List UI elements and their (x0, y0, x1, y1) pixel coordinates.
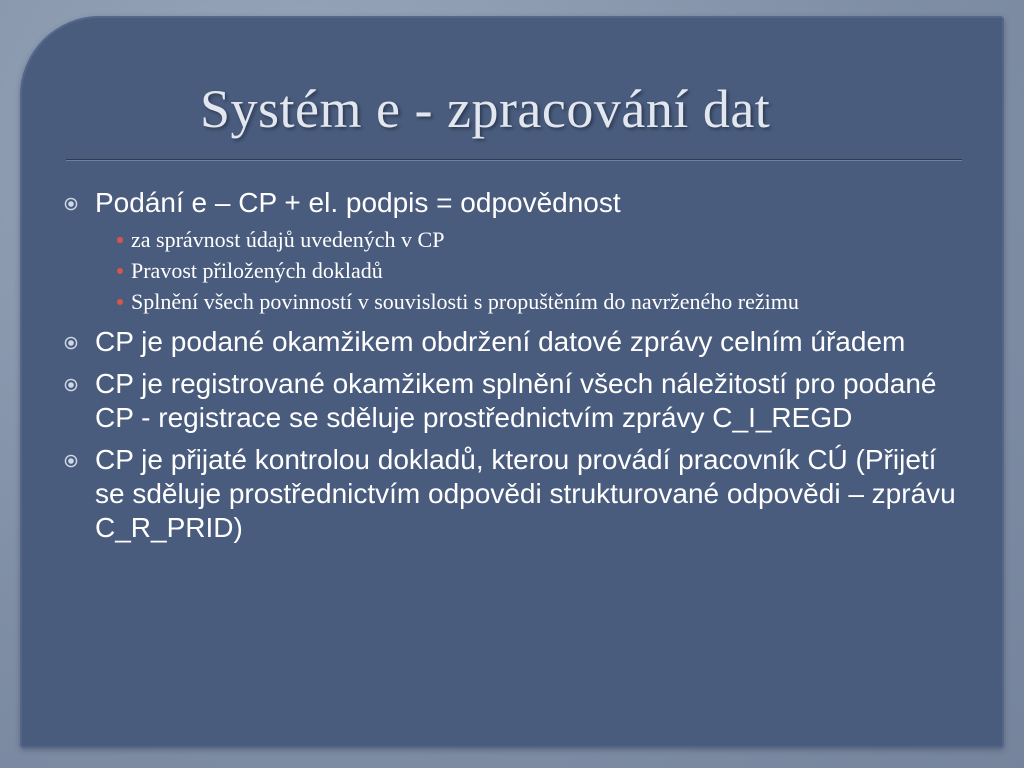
slide-content (64, 186, 964, 553)
sub-bullet-item (95, 288, 964, 315)
dot-bullet-icon (117, 237, 123, 243)
bullet-item (64, 367, 964, 435)
bullet-item (64, 443, 964, 545)
bullet-text: CP je registrované okamžikem splnění všech náležitostí pro podané CP - registrace se sděluje prostřednictvím zprávy C_I_REGD (95, 368, 937, 433)
bullet-item (64, 186, 964, 315)
circle-target-icon (64, 378, 78, 392)
sub-bullet-item (95, 257, 964, 284)
circle-target-icon (64, 454, 78, 468)
bullet-item (64, 325, 964, 359)
circle-target-icon (64, 197, 78, 211)
sub-bullet-text: za správnost údajů uvedených v CP (131, 227, 445, 252)
sub-bullet-text: Splnění všech povinností v souvislosti s propuštěním do navrženého režimu (131, 289, 799, 314)
bullet-text: CP je podané okamžikem obdržení datové zprávy celním úřadem (95, 326, 906, 357)
bullet-text: CP je přijaté kontrolou dokladů, kterou provádí pracovník CÚ (Přijetí se sděluje prostřednictvím odpovědi strukturované odpovědi – zprávu C_R_PRID) (95, 444, 956, 543)
dot-bullet-icon (117, 299, 123, 305)
sub-bullet-list (95, 226, 964, 315)
circle-target-icon (64, 336, 78, 350)
sub-bullet-text: Pravost přiložených dokladů (131, 258, 383, 283)
sub-bullet-item (95, 226, 964, 253)
slide-title: Systém e - zpracování dat (200, 79, 771, 139)
bullet-text: Podání e – CP + el. podpis = odpovědnost (95, 187, 621, 218)
title-divider (66, 159, 962, 161)
dot-bullet-icon (117, 268, 123, 274)
